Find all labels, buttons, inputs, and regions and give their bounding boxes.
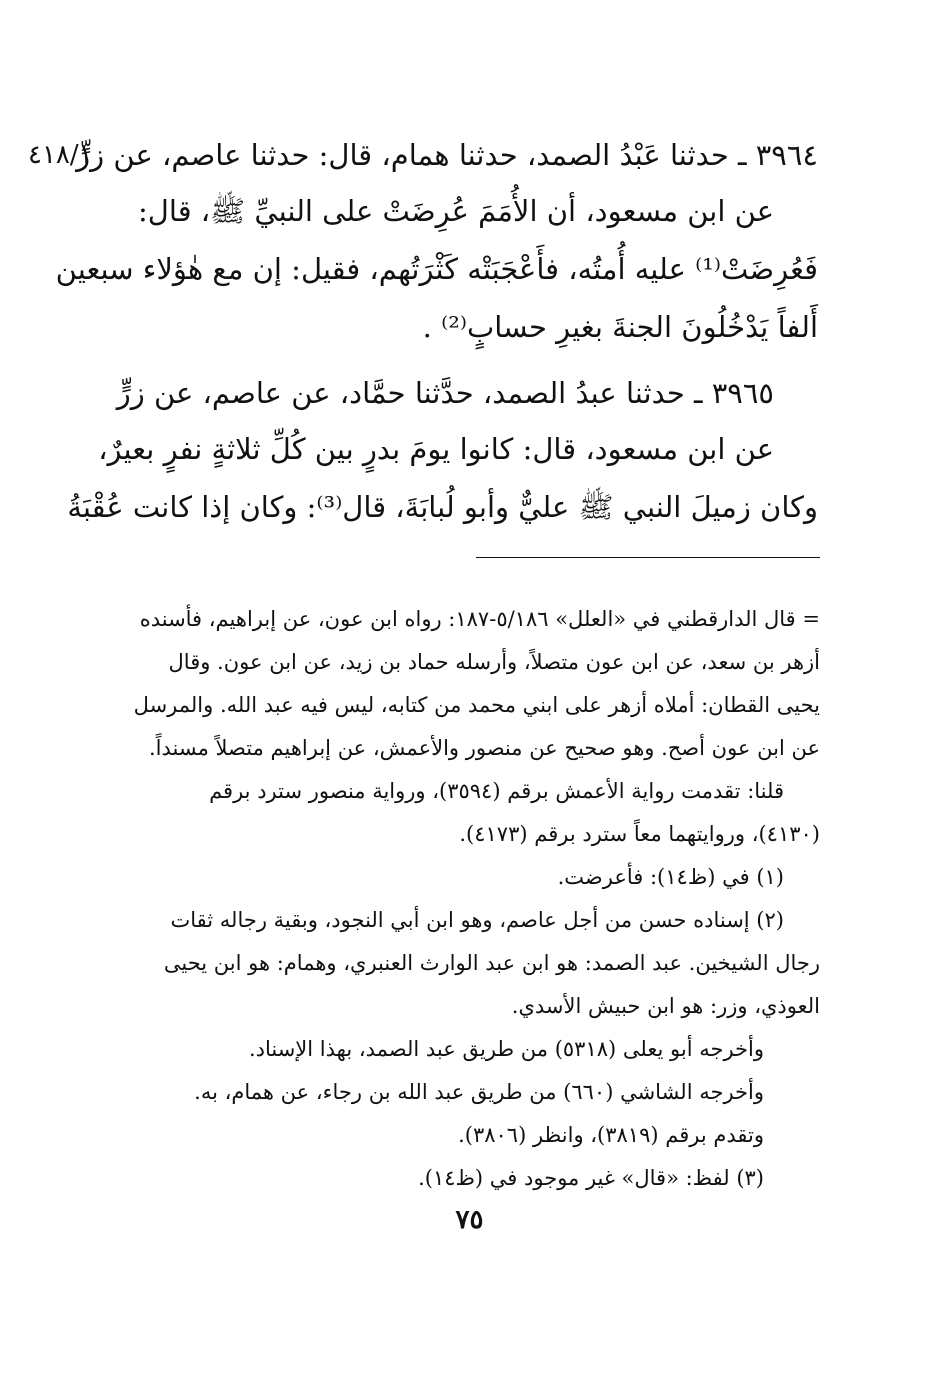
footnote-line: يحيى القطان: أملاه أزهر على ابني محمد من كتابه، ليس فيه عبد الله. والمرسل (133, 693, 820, 717)
text-line: ٣٩٦٤ ـ حدثنا عَبْدُ الصمد، حدثنا همام، قال: حدثنا عاصم، عن زرٍّ (76, 138, 818, 172)
hadith-3965 (67, 366, 818, 536)
footnote-line: = قال الدارقطني في «العلل» ٥/١٨٦-١٨٧: رواه ابن عون، عن إبراهيم، فأسنده (139, 607, 820, 631)
footnote-separator (476, 557, 820, 558)
footnote-line: أزهر بن سعد، عن ابن عون متصلاً، وأرسله حماد بن زيد، عن ابن عون. وقال (168, 650, 820, 674)
page-number: ٧٥ (455, 1205, 484, 1235)
footnotes (118, 598, 820, 1200)
text-line: فَعُرِضَتْ⁽¹⁾ عليه أُمتُه، فأَعْجَبَتْه كَثْرَتُهم، فقيل: إن مع هٰؤلاء سبعين (55, 252, 818, 286)
footnote-line: قلنا: تقدمت رواية الأعمش برقم (٣٥٩٤)، ورواية منصور سترد برقم (209, 779, 784, 803)
footnote-line: وأخرجه أبو يعلى (٥٣١٨) من طريق عبد الصمد، بهذا الإسناد. (248, 1037, 764, 1061)
text-line: أَلفاً يَدْخُلُونَ الجنةَ بغيرِ حسابٍ⁽²⁾ . (422, 310, 818, 344)
footnote-line: (٣) لفظ: «قال» غير موجود في (ظ١٤). (418, 1166, 764, 1190)
text-line: ٣٩٦٥ ـ حدثنا عبدُ الصمد، حدَّثنا حمَّاد، عن عاصم، عن زرٍّ (116, 376, 774, 410)
text-line: وكان زميلَ النبي ﷺ عليٌّ وأبو لُبابَةَ، قال⁽³⁾: وكان إذا كانت عُقْبَةُ (67, 490, 818, 524)
footnote-line: العوذي، وزر: هو ابن حبيش الأسدي. (511, 994, 820, 1018)
text-line: عن ابن مسعود، أن الأُمَمَ عُرِضَتْ على النبيِّ ﷺ، قال: (138, 194, 774, 228)
footnote-line: وتقدم برقم (٣٨١٩)، وانظر (٣٨٠٦). (458, 1123, 764, 1147)
footnote-line: رجال الشيخين. عبد الصمد: هو ابن عبد الوارث العنبري، وهمام: هو ابن يحيى (163, 951, 820, 975)
footnote-line: (٢) إسناده حسن من أجل عاصم، وهو ابن أبي النجود، وبقية رجاله ثقات (170, 908, 784, 932)
text-line: عن ابن مسعود، قال: كانوا يومَ بدرٍ بين كُلِّ ثلاثةٍ نفرٍ بعيرٌ، (98, 432, 774, 466)
footnote-line: (١) في (ظ١٤): فأعرضت. (557, 865, 784, 889)
footnote-line: (٤١٣٠)، وروايتهما معاً سترد برقم (٤١٧٣). (459, 822, 820, 846)
footnote-line: عن ابن عون أصح. وهو صحيح عن منصور والأعمش، عن إبراهيم متصلاً مسنداً. (149, 736, 820, 760)
margin-page-reference: ٤١٨/١ (28, 140, 93, 170)
footnote-line: وأخرجه الشاشي (٦٦٠) من طريق عبد الله بن رجاء، عن همام، به. (194, 1080, 764, 1104)
